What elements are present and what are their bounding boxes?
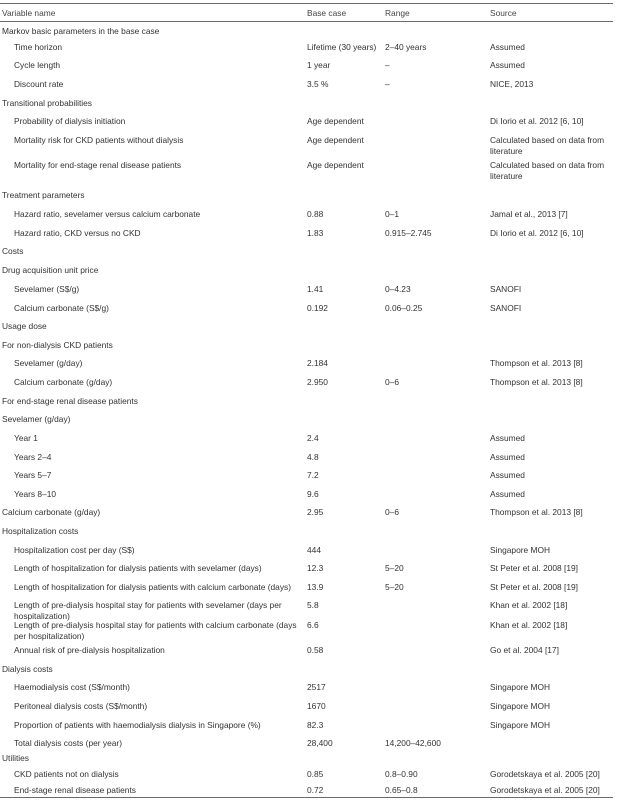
row-range: 5–20 [385, 563, 404, 573]
row-base-case: 5.8 [307, 600, 319, 610]
row-variable-name: Discount rate [14, 79, 64, 89]
row-base-case: 28,400 [307, 738, 333, 748]
row-variable-name: Year 1 [14, 433, 38, 443]
row-source: Gorodetskaya et al. 2005 [20] [490, 785, 600, 795]
row-base-case: Age dependent [307, 116, 364, 126]
row-base-case: Lifetime (30 years) [307, 42, 377, 52]
row-range: 0.65–0.8 [385, 785, 418, 795]
row-base-case: 0.58 [307, 645, 324, 655]
row-variable-name: Utilities [2, 753, 29, 763]
row-base-case: 3.5 % [307, 79, 329, 89]
row-variable-name: Costs [2, 246, 24, 256]
row-base-case: Age dependent [307, 160, 364, 170]
row-base-case: 1.83 [307, 228, 324, 238]
row-variable-name: Hospitalization cost per day (S$) [14, 545, 135, 555]
row-source: Khan et al. 2002 [18] [490, 620, 568, 630]
row-base-case: 1670 [307, 701, 326, 711]
row-source: SANOFI [490, 303, 522, 313]
row-source: Assumed [490, 60, 525, 70]
row-base-case: 0.192 [307, 303, 328, 313]
row-variable-name: Length of hospitalization for dialysis patients with sevelamer (days) [14, 563, 262, 573]
row-variable-name: End-stage renal disease patients [14, 785, 136, 795]
row-range: 0.06–0.25 [385, 303, 423, 313]
header-variable-name: Variable name [2, 8, 56, 18]
row-variable-name: Calcium carbonate (g/day) [2, 507, 101, 517]
row-variable-name: Hospitalization costs [2, 526, 79, 536]
row-variable-name: Probability of dialysis initiation [14, 116, 126, 126]
row-source: Calculated based on data from literature [490, 135, 605, 156]
row-source: Thompson et al. 2013 [8] [490, 377, 583, 387]
row-source: St Peter et al. 2008 [19] [490, 582, 578, 592]
row-source: Singapore MOH [490, 545, 551, 555]
row-base-case: 2.184 [307, 358, 328, 368]
row-base-case: 7.2 [307, 470, 319, 480]
row-range: 14,200–42,600 [385, 738, 441, 748]
header-range: Range [385, 8, 410, 18]
row-base-case: 1 year [307, 60, 331, 70]
row-base-case: 2517 [307, 682, 326, 692]
header-base-case: Base case [307, 8, 347, 18]
row-source: Singapore MOH [490, 720, 551, 730]
row-variable-name: Peritoneal dialysis costs (S$/month) [14, 701, 148, 711]
row-variable-name: Drug acquisition unit price [2, 265, 99, 275]
bottom-rule [0, 797, 613, 798]
header-rule [0, 21, 613, 22]
row-source: Jamal et al., 2013 [7] [490, 209, 568, 219]
row-variable-name: For non-dialysis CKD patients [2, 340, 113, 350]
row-source: Singapore MOH [490, 701, 551, 711]
row-base-case: 444 [307, 545, 321, 555]
row-variable-name: Years 8–10 [14, 489, 57, 499]
header-source: Source [490, 8, 517, 18]
row-base-case: Age dependent [307, 135, 364, 145]
row-base-case: 12.3 [307, 563, 324, 573]
row-variable-name: Markov basic parameters in the base case [2, 26, 160, 36]
row-variable-name: Treatment parameters [2, 190, 85, 200]
row-source: Go et al. 2004 [17] [490, 645, 559, 655]
row-range: 2–40 years [385, 42, 427, 52]
row-variable-name: Mortality risk for CKD patients without dialysis [14, 135, 184, 145]
row-range: – [385, 60, 390, 70]
row-base-case: 0.72 [307, 785, 324, 795]
row-base-case: 2.95 [307, 507, 324, 517]
row-variable-name: Hazard ratio, sevelamer versus calcium carbonate [14, 209, 201, 219]
row-variable-name: Length of pre-dialysis hospital stay for patients with sevelamer (days per hospitalization) [14, 600, 282, 621]
row-variable-name: Transitional probabilities [2, 98, 92, 108]
row-base-case: 13.9 [307, 582, 324, 592]
row-variable-name: CKD patients not on dialysis [14, 769, 119, 779]
row-variable-name: Calcium carbonate (S$/g) [14, 303, 109, 313]
row-source: Di Iorio et al. 2012 [6, 10] [490, 116, 584, 126]
row-base-case: 82.3 [307, 720, 324, 730]
row-variable-name: Annual risk of pre-dialysis hospitalization [14, 645, 165, 655]
row-source: Assumed [490, 489, 525, 499]
row-base-case: 2.4 [307, 433, 319, 443]
row-variable-name: Time horizon [14, 42, 63, 52]
row-variable-name: Years 5–7 [14, 470, 52, 480]
row-source: Calculated based on data from literature [490, 160, 605, 181]
row-variable-name: Hazard ratio, CKD versus no CKD [14, 228, 141, 238]
row-base-case: 0.88 [307, 209, 324, 219]
row-variable-name: Years 2–4 [14, 452, 52, 462]
row-variable-name: Haemodialysis cost (S$/month) [14, 682, 130, 692]
row-base-case: 4.8 [307, 452, 319, 462]
row-source: NICE, 2013 [490, 79, 534, 89]
row-range: 0.8–0.90 [385, 769, 418, 779]
row-source: St Peter et al. 2008 [19] [490, 563, 578, 573]
row-source: Di Iorio et al. 2012 [6, 10] [490, 228, 584, 238]
row-source: Thompson et al. 2013 [8] [490, 507, 583, 517]
row-variable-name: Mortality for end-stage renal disease patients [14, 160, 182, 170]
row-source: Assumed [490, 452, 525, 462]
row-range: 0–6 [385, 377, 399, 387]
row-variable-name: Sevelamer (g/day) [14, 358, 83, 368]
row-variable-name: For end-stage renal disease patients [2, 396, 138, 406]
row-variable-name: Proportion of patients with haemodialysis dialysis in Singapore (%) [14, 720, 261, 730]
row-range: 5–20 [385, 582, 404, 592]
row-base-case: 9.6 [307, 489, 319, 499]
row-base-case: 2.950 [307, 377, 328, 387]
row-variable-name: Dialysis costs [2, 664, 53, 674]
row-source: Thompson et al. 2013 [8] [490, 358, 583, 368]
row-source: Assumed [490, 433, 525, 443]
top-rule [0, 3, 613, 4]
row-range: 0–4.23 [385, 284, 411, 294]
row-variable-name: Sevelamer (S$/g) [14, 284, 80, 294]
row-variable-name: Length of pre-dialysis hospital stay for patients with calcium carbonate (days per hospitalization) [14, 620, 297, 641]
row-base-case: 6.6 [307, 620, 319, 630]
row-range: 0.915–2.745 [385, 228, 432, 238]
row-source: Gorodetskaya et al. 2005 [20] [490, 769, 600, 779]
row-source: Assumed [490, 42, 525, 52]
row-variable-name: Usage dose [2, 321, 47, 331]
row-range: 0–1 [385, 209, 399, 219]
row-variable-name: Length of hospitalization for dialysis patients with calcium carbonate (days) [14, 582, 291, 592]
row-source: Assumed [490, 470, 525, 480]
row-variable-name: Total dialysis costs (per year) [14, 738, 122, 748]
row-variable-name: Sevelamer (g/day) [2, 414, 71, 424]
row-variable-name: Cycle length [14, 60, 61, 70]
row-source: SANOFI [490, 284, 522, 294]
row-source: Singapore MOH [490, 682, 551, 692]
row-range: – [385, 79, 390, 89]
row-base-case: 0.85 [307, 769, 324, 779]
row-source: Khan et al. 2002 [18] [490, 600, 568, 610]
row-variable-name: Calcium carbonate (g/day) [14, 377, 113, 387]
row-range: 0–6 [385, 507, 399, 517]
row-base-case: 1.41 [307, 284, 324, 294]
